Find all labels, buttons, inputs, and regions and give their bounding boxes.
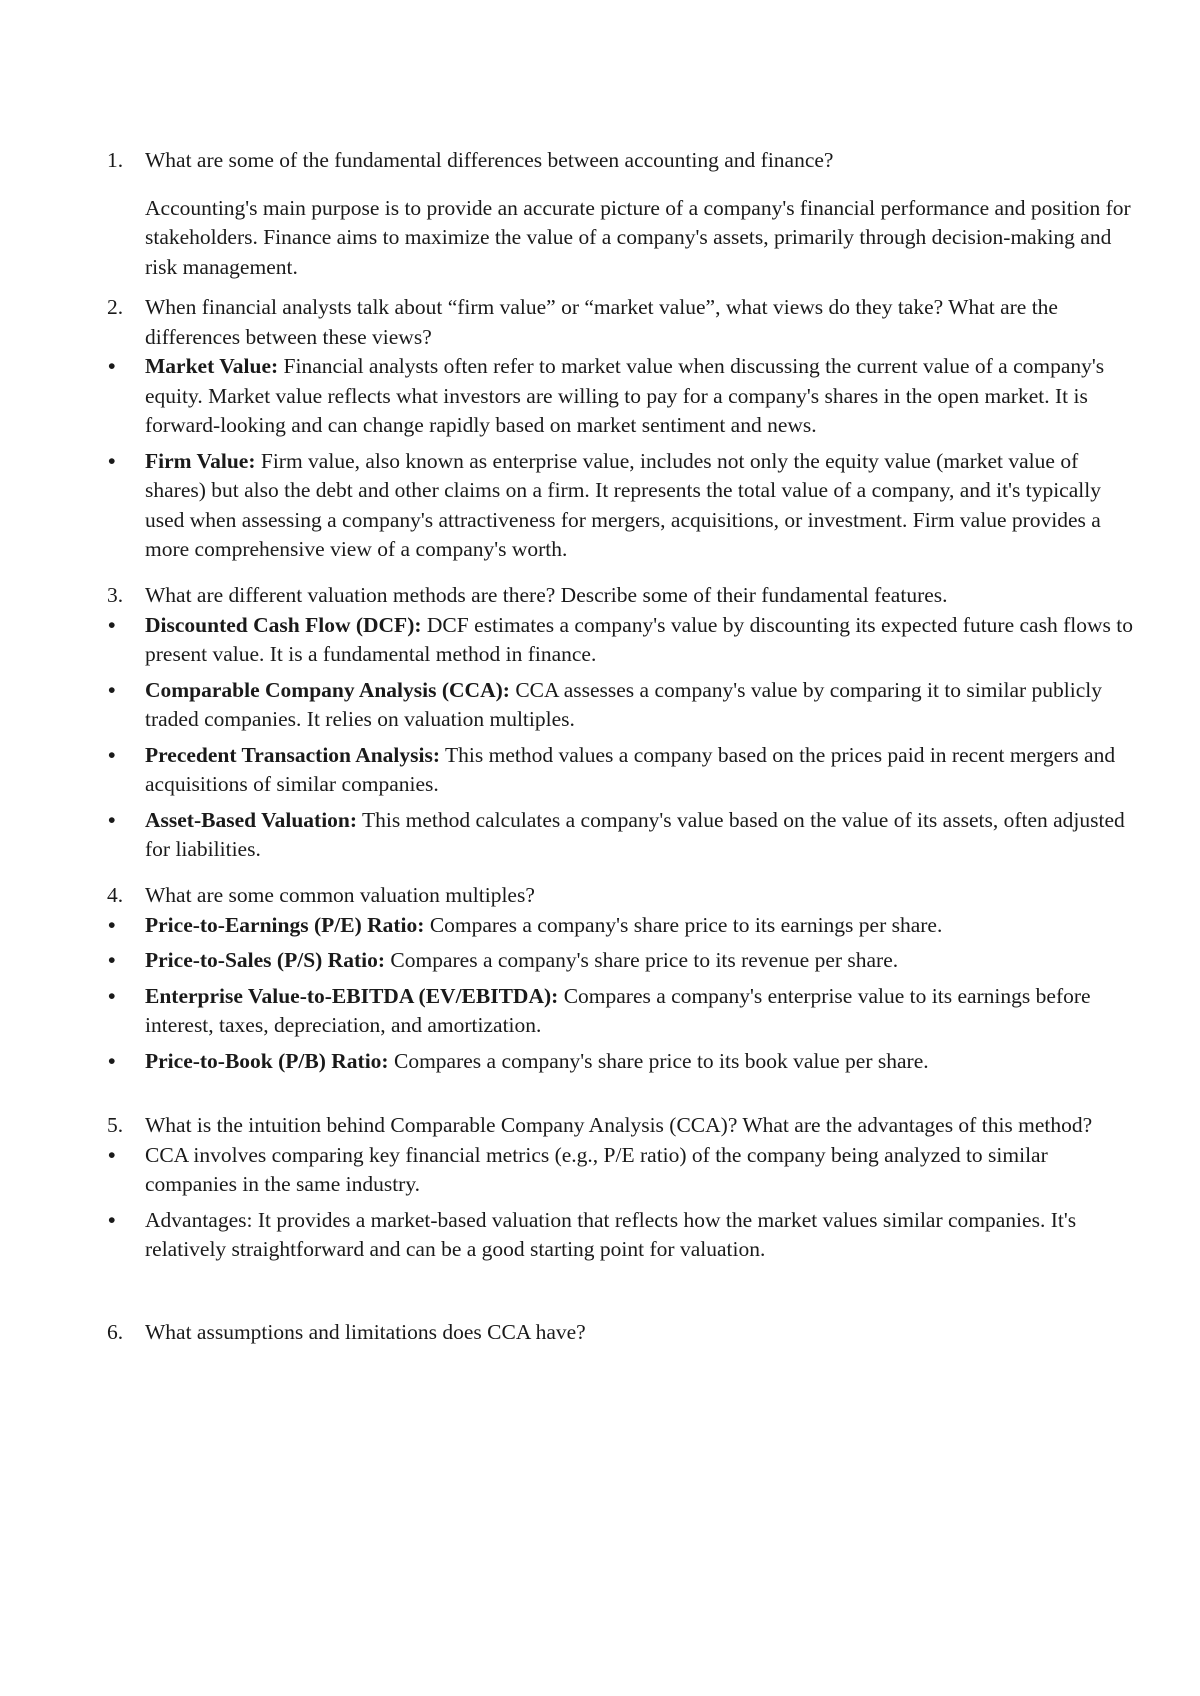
bullet-icon: • xyxy=(108,983,116,1008)
bullet-item xyxy=(0,1047,1135,1077)
bullet-description: Compares a company's enterprise value to its earnings before interest, taxes, depreciation, and amortization. xyxy=(145,983,1091,1037)
question-4 xyxy=(0,881,1200,1076)
question-6 xyxy=(0,1318,1200,1348)
bullet-item xyxy=(0,741,1135,800)
question-prompt: What are some of the fundamental differences between accounting and finance? xyxy=(145,148,834,172)
question-text xyxy=(0,581,1135,611)
bullet-item xyxy=(0,676,1135,735)
bullet-icon: • xyxy=(108,612,116,637)
bullet-term: Firm Value: xyxy=(145,448,256,473)
question-5 xyxy=(0,1111,1200,1265)
bullet-item xyxy=(0,946,1135,976)
bullet-term: Precedent Transaction Analysis: xyxy=(145,742,441,767)
question-number: 4. xyxy=(107,883,124,907)
answer-bullet-list xyxy=(0,1141,1200,1265)
question-text xyxy=(0,1111,1135,1141)
bullet-term: Price-to-Earnings (P/E) Ratio: xyxy=(145,912,425,937)
question-3 xyxy=(0,581,1200,865)
bullet-item xyxy=(0,911,1135,941)
bullet-item xyxy=(0,806,1135,865)
question-prompt: When financial analysts talk about “firm value” or “market value”, what views do they take? What are the differences between these views? xyxy=(145,295,1058,349)
bullet-item xyxy=(0,1141,1135,1200)
bullet-item xyxy=(0,1206,1135,1265)
bullet-icon: • xyxy=(108,1048,116,1073)
bullet-icon: • xyxy=(108,912,116,937)
question-1 xyxy=(0,146,1200,304)
bullet-item xyxy=(0,611,1135,670)
bullet-icon: • xyxy=(108,354,116,378)
bullet-description: This method calculates a company's value based on the value of its assets, often adjusted for liabilities. xyxy=(145,807,1125,861)
bullet-icon: • xyxy=(108,1207,116,1232)
bullet-term: Market Value: xyxy=(145,354,279,378)
question-prompt: What are different valuation methods are there? Describe some of their fundamental features. xyxy=(145,583,948,607)
bullet-description: Compares a company's share price to its book value per share. xyxy=(388,1048,929,1073)
bullet-icon: • xyxy=(108,1142,116,1167)
bullet-icon: • xyxy=(108,948,116,972)
answer-bullet-list xyxy=(0,611,1200,865)
bullet-item xyxy=(0,982,1135,1041)
bullet-term: Asset-Based Valuation: xyxy=(145,807,358,832)
answer-paragraph: Accounting's main purpose is to provide an accurate picture of a company's financial performance and position for stakeholders. Finance aims to maximize the value of a company's assets, primarily through decision-making and risk management. xyxy=(145,195,1131,279)
bullet-icon: • xyxy=(108,807,116,832)
question-2 xyxy=(0,293,1200,565)
question-prompt: What is the intuition behind Comparable Company Analysis (CCA)? What are the advantages of this method? xyxy=(145,1113,1093,1137)
bullet-description: This method values a company based on the prices paid in recent mergers and acquisitions of similar companies. xyxy=(145,742,1116,796)
question-text xyxy=(0,1318,1135,1348)
question-number: 5. xyxy=(107,1113,124,1137)
bullet-term: Price-to-Book (P/B) Ratio: xyxy=(145,1048,389,1073)
question-number: 2. xyxy=(107,295,124,319)
bullet-item xyxy=(0,352,1135,441)
question-prompt: What assumptions and limitations does CCA have? xyxy=(145,1320,586,1344)
bullet-term: Enterprise Value-to-EBITDA (EV/EBITDA): xyxy=(145,983,559,1008)
question-text xyxy=(0,881,1135,911)
bullet-description: Financial analysts often refer to market value when discussing the current value of a company's equity. Market value reflects what investors are willing to pay for a company's shares in the open market. It is forward-looking and can change rapidly based on market sentiment and news. xyxy=(145,354,1105,437)
answer-bullet-list xyxy=(0,352,1200,565)
bullet-description: Advantages: It provides a market-based valuation that reflects how the market values similar companies. It's relatively straightforward and can be a good starting point for valuation. xyxy=(145,1207,1077,1261)
bullet-description: Firm value, also known as enterprise value, includes not only the equity value (market value of shares) but also the debt and other claims on a firm. It represents the total value of a company, and it's typically used when assessing a company's attractiveness for mergers, acquisitions, or investment. Firm value provides a more comprehensive view of a company's worth. xyxy=(145,448,1101,561)
question-prompt: What are some common valuation multiples? xyxy=(145,883,535,907)
question-text xyxy=(0,146,1135,176)
bullet-description: DCF estimates a company's value by discounting its expected future cash flows to present value. It is a fundamental method in finance. xyxy=(145,612,1133,666)
question-number: 6. xyxy=(107,1320,124,1344)
bullet-description: Compares a company's share price to its revenue per share. xyxy=(385,948,899,972)
bullet-icon: • xyxy=(108,677,116,702)
bullet-icon: • xyxy=(108,448,116,473)
answer-bullet-list xyxy=(0,911,1200,1077)
bullet-term: Discounted Cash Flow (DCF): xyxy=(145,612,422,637)
bullet-icon: • xyxy=(108,742,116,767)
bullet-description: CCA assesses a company's value by comparing it to similar publicly traded companies. It relies on valuation multiples. xyxy=(145,677,1102,731)
bullet-term: Price-to-Sales (P/S) Ratio: xyxy=(145,948,386,972)
bullet-description: CCA involves comparing key financial metrics (e.g., P/E ratio) of the company being analyzed to similar companies in the same industry. xyxy=(145,1142,1048,1196)
question-number: 3. xyxy=(107,583,124,607)
bullet-term: Comparable Company Analysis (CCA): xyxy=(145,677,510,702)
bullet-item xyxy=(0,447,1135,565)
bullet-description: Compares a company's share price to its earnings per share. xyxy=(424,912,943,937)
question-number: 1. xyxy=(107,148,124,172)
question-text xyxy=(0,293,1135,352)
